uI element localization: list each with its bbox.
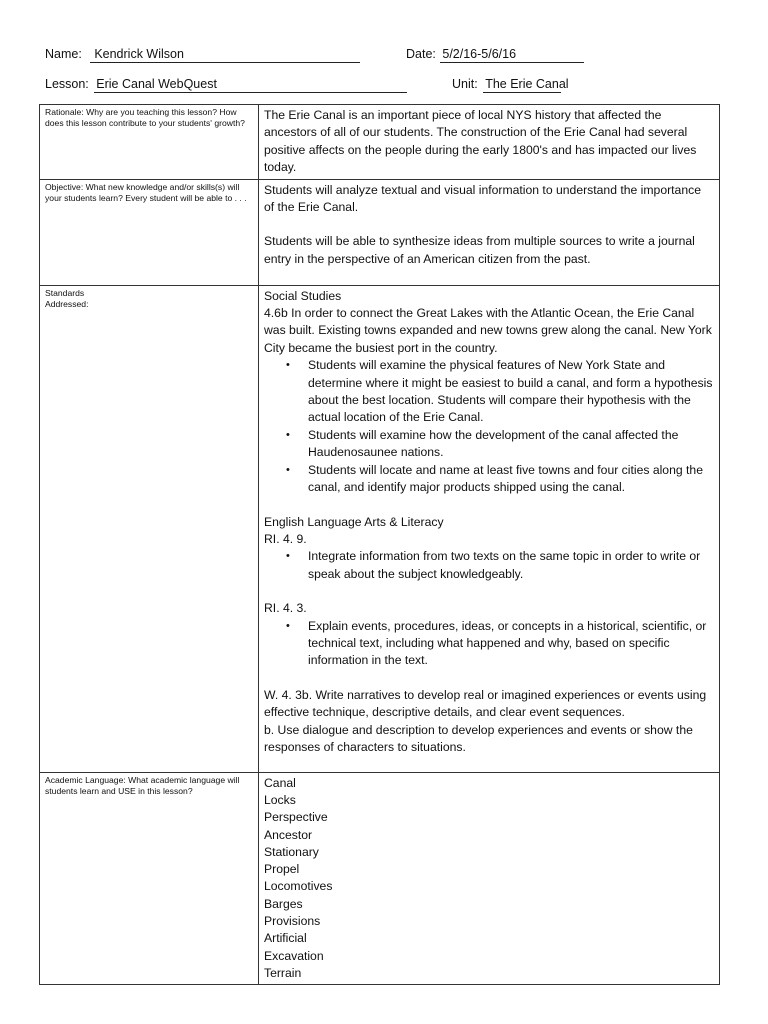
vocab-term: Propel [264,862,300,877]
name-field [45,47,360,63]
vocab-term: Excavation [264,948,324,963]
ri43-bullet-list [264,618,714,670]
rationale-paragraph: The Erie Canal is an important piece of local NYS history that affected the ancestors of all of our students. The construction of the Erie Canal had several positive affects on the people during the early 1800's and has impacted our lives today. [264,108,697,175]
lesson-value: Erie Canal WebQuest [94,77,407,93]
standards-row [40,285,720,772]
list-item: • Students will examine the physical features of New York State and determine where it might be easiest to build a canal, and form a hypothesis about the best location. Students will compare their hypothesis with the actual location of the Erie Canal. [308,357,714,427]
ela-heading: English Language Arts & Literacy [264,514,444,529]
standards-prompt [40,285,259,772]
objective-row [40,179,720,285]
vocab-term: Locks [264,792,296,807]
ss-standard-text: 4.6b In order to connect the Great Lakes with the Atlantic Ocean, the Erie Canal was built. Existing towns expanded and new towns grew along the canal. New York City became the busiest port in the country. [264,306,712,355]
date-label: Date: [406,47,436,61]
ss-heading: Social Studies [264,288,342,303]
list-item: • Integrate information from two texts on the same topic in order to write or speak about the subject knowledgeably. [308,548,714,583]
date-value: 5/2/16-5/6/16 [440,47,584,63]
academic-language-row [40,772,720,985]
date-field [406,47,584,63]
vocab-term: Perspective [264,810,328,825]
standards-text [259,285,720,772]
ri49-bullet-list [264,548,714,583]
academic-language-prompt: Academic Language: What academic language will students learn and USE in this lesson? [40,772,259,985]
standards-prompt-line-1: Standards [45,287,85,298]
unit-value: The Erie Canal [485,77,569,91]
vocab-term: Barges [264,896,303,911]
list-item: • Students will examine how the development of the canal affected the Haudenosaunee nations. [308,427,714,462]
standards-prompt-line-2: Addressed: [45,298,89,309]
objective-paragraph-2: Students will be able to synthesize ideas from multiple sources to write a journal entry in the perspective of an American citizen from the past. [264,234,695,266]
lesson-label: Lesson: [45,77,89,91]
name-label: Name: [45,47,82,61]
ri49-code: RI. 4. 9. [264,531,307,546]
objective-prompt: Objective: What new knowledge and/or skills(s) will your students learn? Every student will be able to . . . [40,179,259,285]
lesson-field [45,77,407,93]
name-value: Kendrick Wilson [90,47,360,63]
unit-field [452,77,569,93]
academic-language-terms [259,772,720,985]
rationale-prompt: Rationale: Why are you teaching this lesson? How does this lesson contribute to your students' growth? [40,105,259,180]
unit-label: Unit: [452,77,478,91]
vocab-term: Stationary [264,844,319,859]
rationale-text [259,105,720,180]
vocab-term: Provisions [264,914,321,928]
objective-paragraph-1: Students will analyze textual and visual information to understand the importance of the Erie Canal. [264,182,701,215]
rationale-row [40,105,720,180]
vocab-term: Locomotives [264,879,333,894]
vocab-term: Artificial [264,931,307,946]
w43b-text: W. 4. 3b. Write narratives to develop real or imagined experiences or events using effective technique, descriptive details, and clear event sequences. [264,687,707,720]
w43b-subpoint: b. Use dialogue and description to develop experiences and events or show the responses of characters to situations. [264,722,693,754]
ri43-code: RI. 4. 3. [264,601,307,616]
list-item: • Explain events, procedures, ideas, or concepts in a historical, scientific, or technical text, including what happened and why, based on specific information in the text. [308,618,714,670]
objective-text [259,179,720,285]
lesson-plan-table [39,104,720,985]
list-item: • Students will locate and name at least five towns and four cities along the canal, and identify major products shipped using the canal. [308,462,714,497]
ss-bullet-list [264,357,714,496]
vocab-term: Ancestor [264,827,313,842]
vocab-term: Canal [264,775,296,790]
vocab-term: Terrain [264,965,302,980]
